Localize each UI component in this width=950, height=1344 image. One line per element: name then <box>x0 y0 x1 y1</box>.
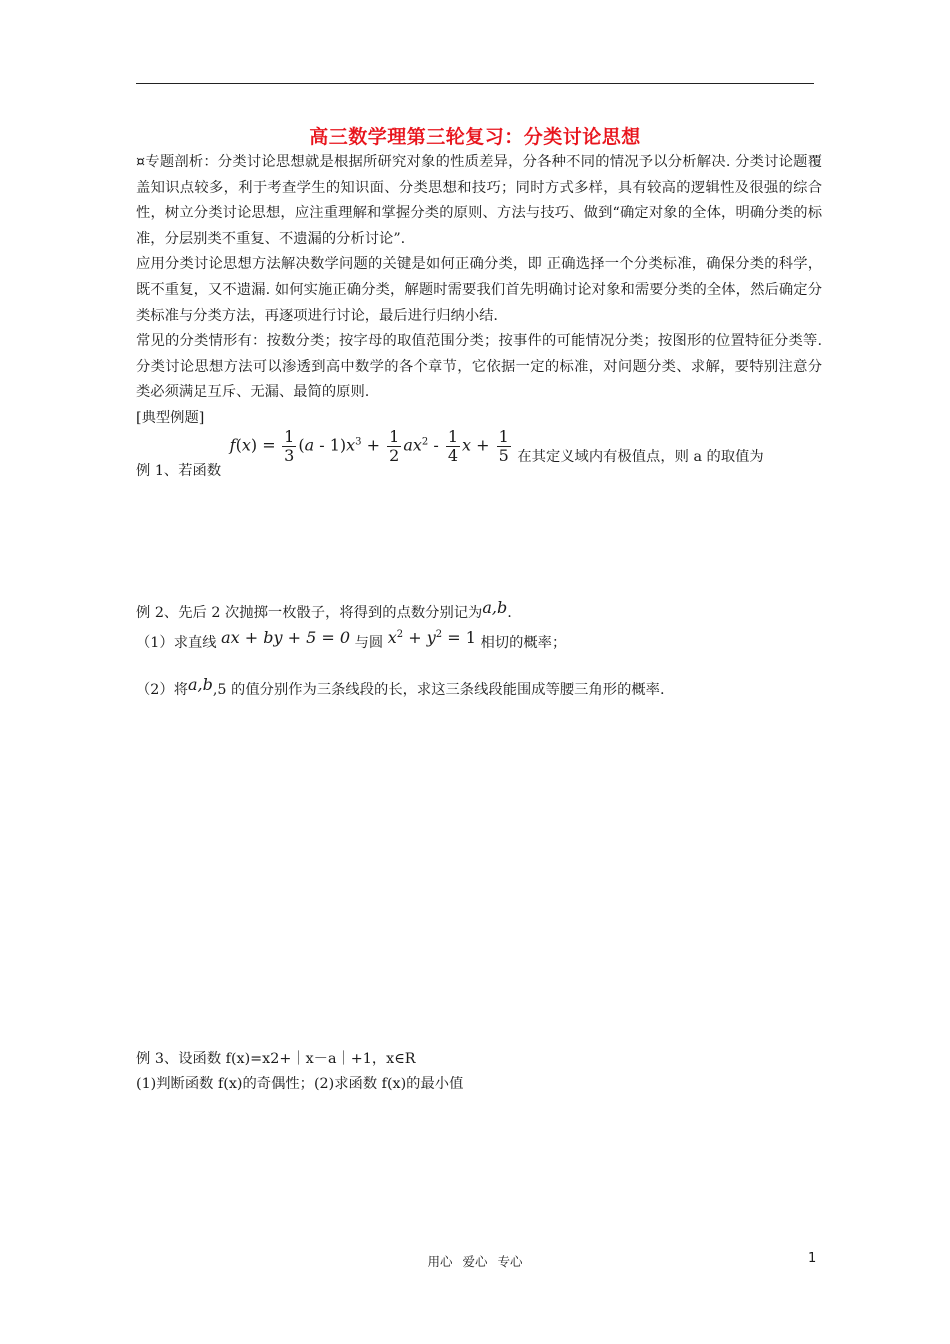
intro-section <box>136 150 822 432</box>
example-2-text: 例 2、先后 2 次抛掷一枚骰子，将得到的点数分别记为 <box>136 605 483 621</box>
example-1-prefix: 例 1、若函数 <box>136 462 222 479</box>
question-2-prefix: （2）将 <box>136 682 188 698</box>
line-equation: ax + by + 5 = 0 <box>221 628 351 647</box>
question-1-prefix: （1）求直线 <box>136 635 217 651</box>
page-title: 高三数学理第三轮复习：分类讨论思想 <box>309 126 641 148</box>
example-1-formula: f(x) = $\frac{1}{3}$ $(a - 1)x^3$ + $\frac{1}{2}$ $ax^2$ - $\frac{1}{4}$ x + $\frac{1}{5}$ <box>229 427 509 465</box>
question-1-mid: 与圆 <box>354 635 384 651</box>
header-rule <box>136 83 814 84</box>
question-1-suffix: 相切的概率； <box>480 635 567 651</box>
intro-paragraph-1: ¤专题剖析：分类讨论思想就是根据所研究对象的性质差异，分各种不同的情况予以分析解决. 分类讨论题覆盖知识点较多，利于考查学生的知识面、分类思想和技巧；同时方式多样，具有较高的逻辑性及很强的综合性，树立分类讨论思想，应注重理解和掌握分类的原则、方法与技巧、做到“确定对象的全体，明确分类的标准，分层别类不重复、不遗漏的分析讨论”. <box>136 154 822 247</box>
example-3-line-2: (1)判断函数 f(x)的奇偶性；(2)求函数 f(x)的最小值 <box>136 1076 464 1092</box>
example-1-suffix: 在其定义域内有极值点，则 a 的取值为 <box>517 448 764 465</box>
example-1 <box>136 427 764 479</box>
question-2-suffix: ,5 的值分别作为三条线段的长，求这三条线段能围成等腰三角形的概率. <box>212 682 665 698</box>
example-2-vars: a,b <box>482 598 508 617</box>
intro-paragraph-2: 应用分类讨论思想方法解决数学问题的关键是如何正确分类，即 正确选择一个分类标准，确保分类的科学，既不重复，又不遗漏. 如何实施正确分类，解题时需要我们首先明确讨论对象和需要分类的全体，然后确定分类标准与分类方法，再逐项进行讨论，最后进行归纳小结. <box>136 256 822 324</box>
example-2-question-2 <box>136 675 665 699</box>
section-heading: [典型例题] <box>136 409 205 426</box>
circle-equation: $x^2 + y^2 = 1$ <box>387 628 476 647</box>
example-3-line-1: 例 3、设函数 f(x)=x2+｜x－a｜+1，x∈R <box>136 1051 416 1067</box>
example-2-question-1 <box>136 628 567 652</box>
question-2-vars: a,b <box>188 675 213 694</box>
page-footer: 用心 爱心 专心 <box>427 1254 523 1269</box>
example-2-line-1: 例 2、先后 2 次抛掷一枚骰子，将得到的点数分别记为a,b. <box>136 598 512 621</box>
intro-paragraph-3: 常见的分类情形有：按数分类；按字母的取值范围分类；按事件的可能情况分类；按图形的位置特征分类等. 分类讨论思想方法可以渗透到高中数学的各个章节，它依据一定的标准，对问题分类、求解，要特别注意分类必须满足互斥、无漏、最简的原则. <box>136 333 822 401</box>
page-number: 1 <box>808 1251 817 1266</box>
